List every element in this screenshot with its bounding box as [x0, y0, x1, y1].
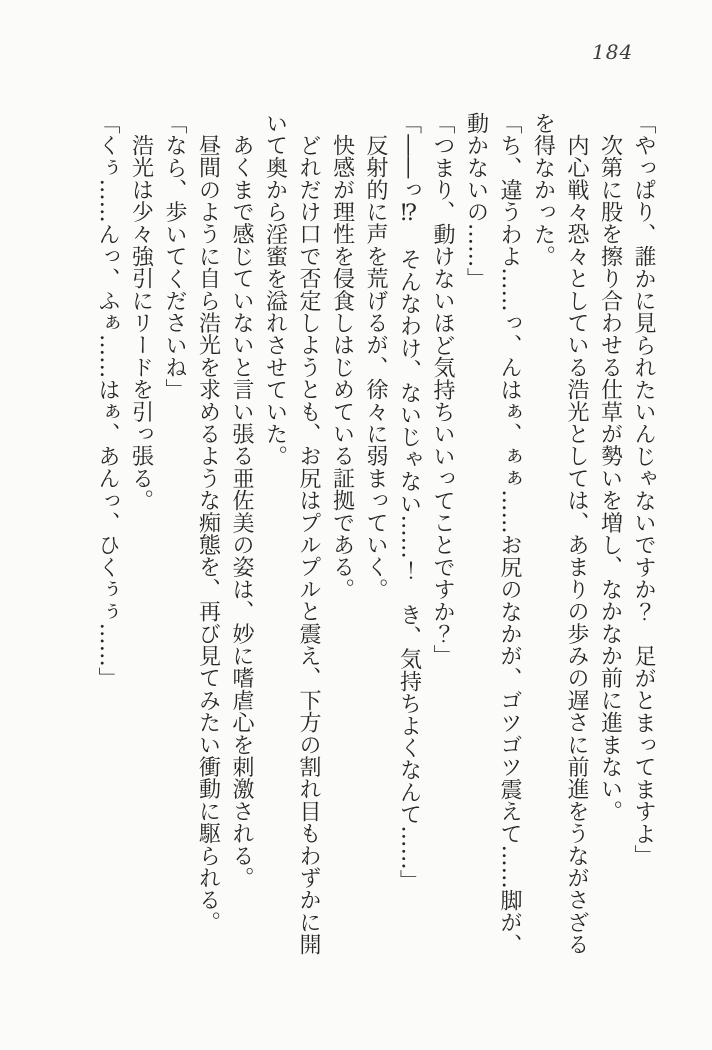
text-line: 浩光は少々強引にリードを引っ張る。: [128, 134, 154, 512]
text-line: 内心戦々恐々としている浩光としては、あまりの歩みの遅さに前進をうながさざる: [564, 134, 589, 956]
text-line: 「ち、違うわよ……っ、んはぁ、ぁぁ……お尻のなかが、ゴツゴツ震えて……脚が、: [497, 112, 522, 956]
text-line: 「――っ⁉ そんなわけ、ないじゃない……！ き、気持ちよくなんて……」: [396, 112, 422, 892]
text-line: 「つまり、動けないほど気持ちいいってことですか？」: [430, 112, 455, 667]
text-line: 「やっぱり、誰かに見られたいんじゃないですか？ 足がとまってますよ」: [631, 112, 656, 867]
text-line: 動かないの……」: [463, 112, 489, 290]
text-line: 昼間のように自ら浩光を求めるような痴態を、再び見てみたい衝動に駆られる。: [195, 134, 221, 934]
page-number: 184: [592, 40, 634, 64]
text-line: 「なら、歩いてくださいね」: [162, 112, 187, 401]
text-line: あくまで感じていないと言い張る亜佐美の姿は、妙に嗜虐心を刺激される。: [229, 134, 254, 889]
text-line: いて奥から淫蜜を溢れさせていた。: [262, 112, 288, 468]
text-line: 快感が理性を侵食しはじめている証拠である。: [329, 134, 355, 601]
text-line: 反射的に声を荒げるが、徐々に弱まっていく。: [363, 134, 388, 601]
text-line: 「くぅ……んっ、ふぁ……はぁ、あんっ、ひくぅぅ……」: [95, 112, 120, 690]
vertical-text-block: [91, 112, 661, 974]
text-line: どれだけ口で否定しようとも、お尻はプルプルと震え、下方の割れ目もわずかに開: [296, 134, 321, 956]
text-line: 次第に股を擦り合わせる仕草が勢いを増し、なかなか前に進まない。: [597, 134, 623, 823]
text-line: を得なかった。: [530, 112, 556, 268]
